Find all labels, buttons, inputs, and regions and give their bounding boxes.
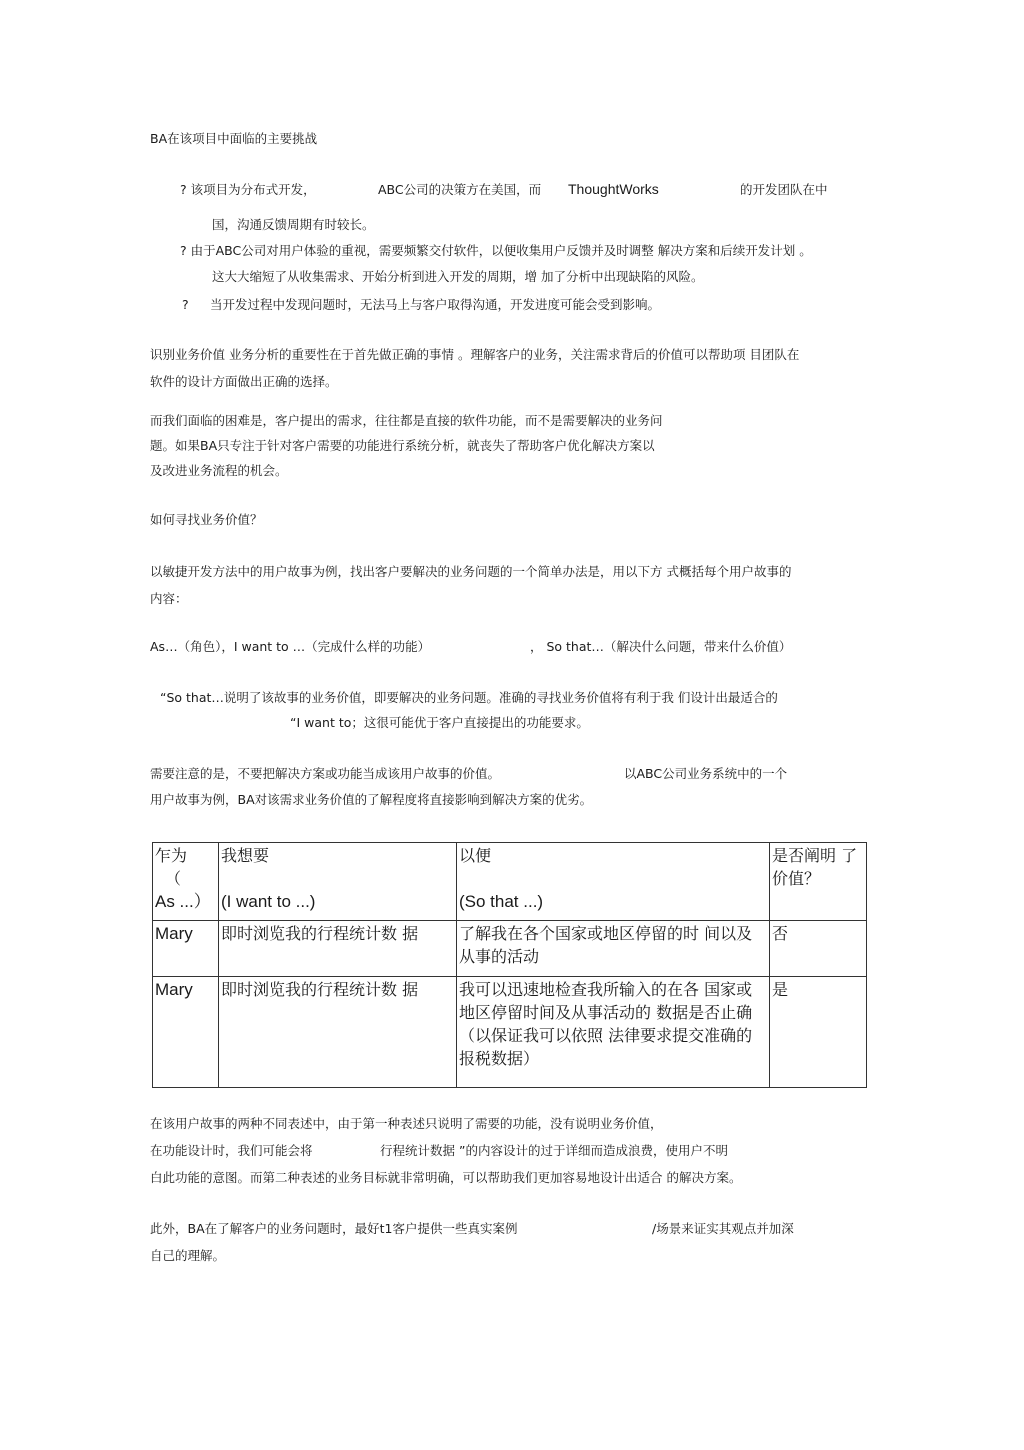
header-as: 乍为 （ As ...）	[153, 843, 219, 921]
table-header-row	[153, 843, 867, 921]
value-paragraph-3-line-2: 内容：	[150, 591, 188, 606]
challenge-1-part-e: 国，沟通反馈周期有时较长。	[212, 217, 375, 232]
challenge-2-line-1: ? 由于ABC公司对用户体验的重视，需要频繁交付软件，以便收集用户反馈并及时调整 解决方案和后续开发计划 。	[180, 243, 812, 258]
header-value-stated: 是否阐明 了 价值？	[770, 843, 867, 921]
question-heading: 如何寻找业务价值？	[150, 512, 263, 527]
after-paragraph-1-line-1: 在该用户故事的两种不同表述中，由于第一种表述只说明了需要的功能，没有说明业务价值，	[150, 1116, 663, 1131]
challenge-2-line-2: 这大大缩短了从收集需求、开始分析到进入开发的周期，增 加了分析中出现缺陷的风险。	[212, 269, 704, 284]
row-2-role: Mary	[153, 977, 219, 1088]
value-paragraph-2-line-3: 及改进业务流程的机会。	[150, 463, 288, 478]
challenge-1-part-d: 的开发团队在中	[740, 182, 828, 197]
row-2-want: 即时浏览我的行程统计数 据	[219, 977, 457, 1088]
row-1-role: Mary	[153, 921, 219, 977]
section-heading: BA在该项目中面临的主要挑战	[150, 131, 318, 146]
header-so-that: 以便 (So that ...)	[457, 843, 770, 921]
value-paragraph-1-line-2: 软件的设计方面做出正确的选择。	[150, 374, 338, 389]
after-paragraph-1-line-2-part-a: 在功能设计时，我们可能会将	[150, 1143, 313, 1158]
note-line-1-part-a: 需要注意的是，不要把解决方案或功能当成该用户故事的价值。	[150, 766, 501, 781]
after-paragraph-1-line-3: 白此功能的意图。而第二种表述的业务目标就非常明确，可以帮助我们更加容易地设计出适合 的解决方案。	[150, 1170, 742, 1185]
row-1-value-stated: 否	[770, 921, 867, 977]
after-paragraph-2-line-2: 自己的理解。	[150, 1248, 226, 1263]
after-paragraph-2-line-1-part-a: 此外，BA在了解客户的业务问题时，最好t1客户提供一些真实案例	[150, 1221, 518, 1236]
challenge-3-text: 当开发过程中发现问题时，无法马上与客户取得沟通，开发进度可能会受到影响。	[210, 297, 661, 312]
header-i-want-to: 我想要 (I want to ...)	[219, 843, 457, 921]
row-2-so-that: 我可以迅速地检查我所输入的在各 国家或地区停留时间及从事活动的 数据是否止确（以保证我可以依照 法律要求提交准确的报税数据）	[457, 977, 770, 1088]
after-paragraph-2-line-1-part-b: /场景来证实其观点并加深	[652, 1221, 794, 1236]
note-line-2: 用户故事为例，BA对该需求业务价值的了解程度将直接影响到解决方案的优劣。	[150, 792, 593, 807]
challenge-1-part-b: ABC公司的决策方在美国，而	[378, 182, 542, 197]
so-that-quote-line-1: “So that…说明了该故事的业务价值，即要解决的业务问题。准确的寻找业务价值将有利于我 们设计出最适合的	[160, 690, 778, 705]
challenge-1-part-a: ? 该项目为分布式开发，	[180, 182, 316, 197]
challenge-1-part-c: ThoughtWorks	[568, 181, 659, 197]
challenge-3-marker: ?	[182, 297, 189, 312]
row-1-want: 即时浏览我的行程统计数 据	[219, 921, 457, 977]
value-paragraph-2-line-2: 题。如果BA只专注于针对客户需要的功能进行系统分析，就丧失了帮助客户优化解决方案以	[150, 438, 655, 453]
note-line-1-part-b: 以ABC公司业务系统中的一个	[624, 766, 788, 781]
value-paragraph-3-line-1: 以敏捷开发方法中的用户故事为例，找出客户要解决的业务问题的一个简单办法是，用以下方 式概括每个用户故事的	[150, 564, 792, 579]
after-paragraph-1-line-2-part-b: 行程统计数据 ”的内容设计的过于详细而造成浪费，使用户不明	[380, 1143, 728, 1158]
value-paragraph-1-line-1: 识别业务价值 业务分析的重要性在于首先做正确的事情 。理解客户的业务，关注需求背后的价值可以帮助项 目团队在	[150, 347, 800, 362]
table-row	[153, 921, 867, 977]
table-row	[153, 977, 867, 1088]
row-1-so-that: 了解我在各个国家或地区停留的时 间以及从事的活动	[457, 921, 770, 977]
value-paragraph-2-line-1: 而我们面临的困难是，客户提出的需求，往往都是直接的软件功能，而不是需要解决的业务问	[150, 413, 663, 428]
user-story-table	[152, 842, 867, 1088]
row-2-value-stated: 是	[770, 977, 867, 1088]
story-format-part-a: As…（角色），I want to …（完成什么样的功能）	[150, 639, 431, 654]
so-that-quote-line-2: “I want to；这很可能优于客户直接提出的功能要求。	[290, 715, 589, 730]
story-format-part-b: ， So that…（解决什么问题，带来什么价值）	[530, 639, 792, 654]
